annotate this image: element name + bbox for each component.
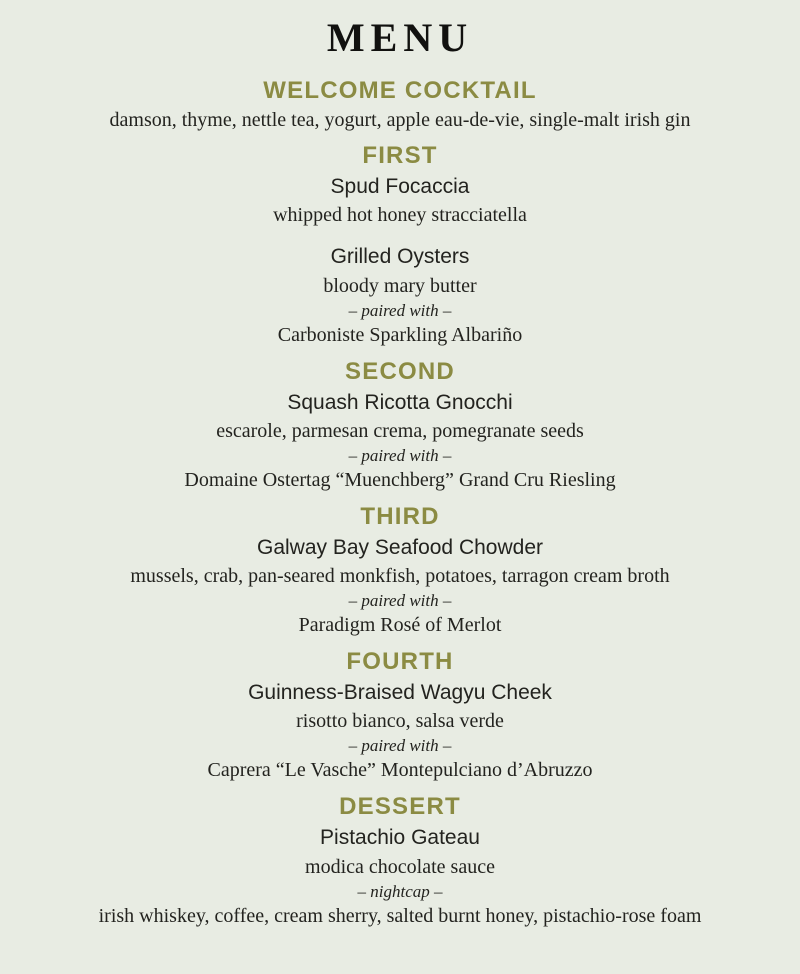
dish-description: mussels, crab, pan-seared monkfish, potatoes, tarragon cream broth xyxy=(130,565,670,587)
menu-section-fourth xyxy=(14,648,786,783)
dish-description: modica chocolate sauce xyxy=(305,855,495,878)
dish-description: escarole, parmesan crema, pomegranate seeds xyxy=(216,419,584,442)
pairing-name: Domaine Ostertag “Muenchberg” Grand Cru Riesling xyxy=(184,468,616,491)
menu-course xyxy=(14,390,786,493)
menu-section-dessert xyxy=(14,793,786,928)
dish-name: Squash Ricotta Gnocchi xyxy=(287,390,513,414)
dish-description: damson, thyme, nettle tea, yogurt, apple eau-de-vie, single-malt irish gin xyxy=(109,109,691,131)
page-title: MENU xyxy=(326,15,474,60)
dish-name: Spud Focaccia xyxy=(330,175,470,198)
section-heading: FIRST xyxy=(362,142,438,169)
section-heading: FOURTH xyxy=(346,648,454,675)
pairing-name: Caprera “Le Vasche” Montepulciano d’Abruzzo xyxy=(207,759,593,782)
menu-course xyxy=(14,174,786,228)
menu-course xyxy=(14,244,786,347)
section-heading: WELCOME COCKTAIL xyxy=(263,77,537,104)
pairing-label: – paired with – xyxy=(348,736,452,756)
pairing-label: – paired with – xyxy=(348,445,452,465)
menu-section-third xyxy=(14,503,786,638)
pairing-label: – nightcap – xyxy=(357,881,443,901)
dish-name: Pistachio Gateau xyxy=(320,826,480,850)
menu-course xyxy=(14,535,786,638)
dish-description: risotto bianco, salsa verde xyxy=(296,710,504,733)
dish-description: whipped hot honey stracciatella xyxy=(273,204,527,227)
dish-description: bloody mary butter xyxy=(323,274,477,297)
dish-name: Galway Bay Seafood Chowder xyxy=(257,535,543,559)
menu-section-second xyxy=(14,358,786,493)
section-heading: DESSERT xyxy=(339,793,461,821)
menu-course xyxy=(14,680,786,783)
dish-name: Grilled Oysters xyxy=(330,245,470,269)
pairing-label: – paired with – xyxy=(348,591,452,610)
menu-course xyxy=(14,825,786,928)
pairing-label: – paired with – xyxy=(348,300,452,320)
pairing-name: irish whiskey, coffee, cream sherry, salted burnt honey, pistachio-rose foam xyxy=(98,904,702,927)
menu-course xyxy=(14,109,786,132)
pairing-name: Paradigm Rosé of Merlot xyxy=(298,614,502,636)
dish-name: Guinness-Braised Wagyu Cheek xyxy=(248,681,552,704)
section-heading: THIRD xyxy=(360,502,440,530)
section-heading: SECOND xyxy=(345,357,455,385)
menu-section-welcome-cocktail xyxy=(14,77,786,132)
menu-section-first xyxy=(14,142,786,348)
pairing-name: Carboniste Sparkling Albariño xyxy=(277,323,523,346)
